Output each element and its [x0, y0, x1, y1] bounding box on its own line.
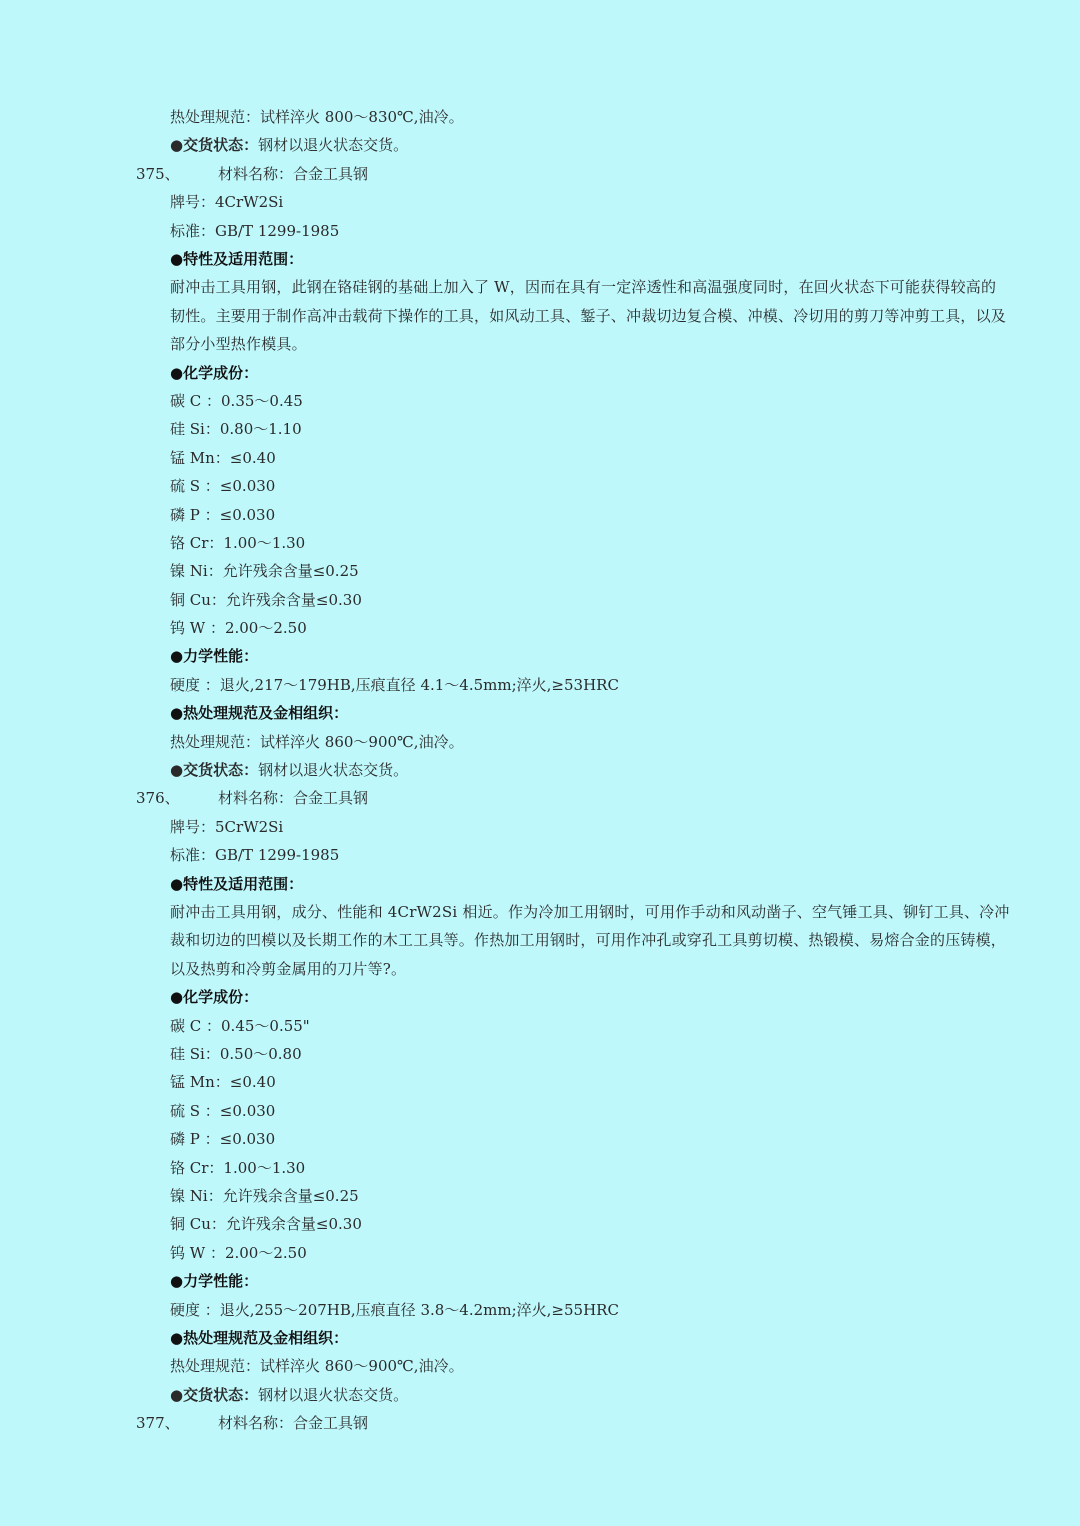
chem-item: 铬 Cr：1.00～1.30	[170, 1158, 306, 1177]
chem-item: 磷 P ：≤0.030	[170, 1130, 276, 1149]
delivery-text: 钢材以退火状态交货。	[258, 136, 409, 155]
delivery-heading: ●交货状态：	[170, 1385, 259, 1404]
entry-number: 375、	[136, 164, 180, 183]
chem-item: 铜 Cu：允许残余含量≤0.30	[170, 590, 362, 609]
entry-header	[136, 784, 1080, 812]
chem-item: 铬 Cr：1.00～1.30	[170, 533, 306, 552]
chem-item: 钨 W ：2.00～2.50	[170, 619, 307, 638]
chem-item: 钨 W ：2.00～2.50	[170, 1243, 307, 1262]
entry-header	[136, 160, 1080, 188]
chem-item: 碳 C ：0.45～0.55"	[170, 1016, 310, 1035]
delivery-text: 钢材以退火状态交货。	[258, 1385, 409, 1404]
chem-item: 碳 C ：0.35～0.45	[170, 391, 303, 410]
chem-item: 硫 S ：≤0.030	[170, 1101, 276, 1120]
heat-treatment-text: 热处理规范：试样淬火 800～830℃,油冷。	[170, 108, 464, 126]
heat-text: 热处理规范：试样淬火 860～900℃,油冷。	[170, 1357, 464, 1376]
delivery-text: 钢材以退火状态交货。	[258, 761, 409, 780]
features-paragraph: 耐冲击工具用钢，成分、性能和 4CrW2Si 相近。作为冷加工用钢时，可用作手动和风动凿子、空气锤工具、铆钉工具、冷冲裁和切边的凹模以及长期工作的木工工具等。作热加工用钢时，可用作冲孔或穿孔工具剪切模、热锻模、易熔合金的压铸模，以及热剪和冷剪金属用的刀片等?。	[170, 902, 1010, 978]
features-heading: ●特性及适用范围：	[170, 874, 304, 893]
standard-line: 标准：GB/T 1299-1985	[170, 221, 340, 240]
grade-line: 牌号：4CrW2Si	[170, 193, 284, 212]
heat-text: 热处理规范：试样淬火 860～900℃,油冷。	[170, 732, 464, 751]
chem-item: 硅 Si：0.80～1.10	[170, 420, 302, 439]
material-name: 材料名称：合金工具钢	[218, 789, 369, 808]
chem-heading: ●化学成份：	[170, 363, 259, 382]
mech-heading: ●力学性能：	[170, 1272, 259, 1291]
features-heading: ●特性及适用范围：	[170, 249, 304, 268]
mech-text: 硬度 ：退火,255～207HB,压痕直径 3.8～4.2mm;淬火,≥55HRC	[170, 1300, 619, 1319]
material-name: 材料名称：合金工具钢	[218, 1414, 369, 1433]
chem-item: 锰 Mn：≤0.40	[170, 448, 276, 467]
delivery-heading: ●交货状态：	[170, 761, 259, 780]
entry-header	[136, 1409, 1080, 1437]
entry-number: 376、	[136, 789, 180, 808]
delivery-heading: ●交货状态：	[170, 136, 259, 155]
mech-text: 硬度 ：退火,217～179HB,压痕直径 4.1～4.5mm;淬火,≥53HRC	[170, 675, 619, 694]
material-name: 材料名称：合金工具钢	[218, 164, 369, 183]
chem-item: 镍 Ni：允许残余含量≤0.25	[170, 1186, 359, 1205]
entry-number: 377、	[136, 1414, 180, 1433]
chem-item: 锰 Mn：≤0.40	[170, 1073, 276, 1092]
chem-item: 硅 Si：0.50～0.80	[170, 1044, 302, 1063]
delivery-line	[170, 1381, 1010, 1409]
mech-heading: ●力学性能：	[170, 647, 259, 666]
chem-item: 镍 Ni：允许残余含量≤0.25	[170, 562, 359, 581]
heat-heading: ●热处理规范及金相组织：	[170, 704, 349, 723]
chem-heading: ●化学成份：	[170, 988, 259, 1007]
heat-heading: ●热处理规范及金相组织：	[170, 1328, 349, 1347]
document-page	[0, 103, 1080, 1437]
chem-item: 磷 P ：≤0.030	[170, 505, 276, 524]
chem-item: 硫 S ：≤0.030	[170, 477, 276, 496]
delivery-line	[170, 756, 1010, 784]
grade-line: 牌号：5CrW2Si	[170, 817, 284, 836]
features-paragraph: 耐冲击工具用钢，此钢在铬硅钢的基础上加入了 W，因而在具有一定淬透性和高温强度同时，在回火状态下可能获得较高的韧性。主要用于制作高冲击载荷下操作的工具，如风动工具、錾子、冲裁切边复合模、冲模、冷切用的剪刀等冲剪工具，以及部分小型热作模具。	[170, 278, 1007, 354]
standard-line: 标准：GB/T 1299-1985	[170, 846, 340, 865]
delivery-line	[170, 131, 1010, 159]
chem-item: 铜 Cu：允许残余含量≤0.30	[170, 1215, 362, 1234]
